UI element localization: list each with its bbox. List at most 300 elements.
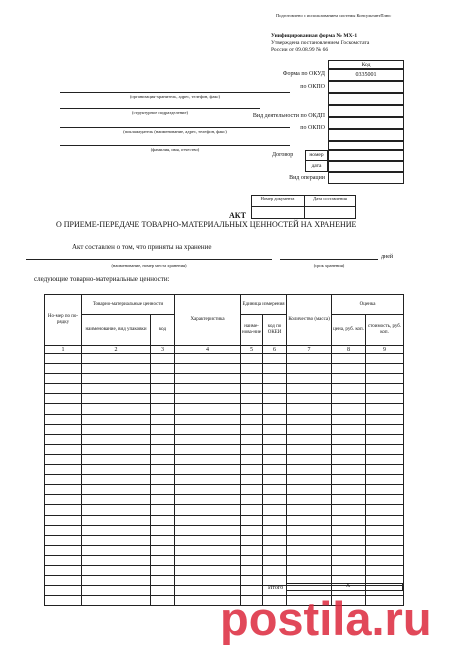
table-cell[interactable] — [45, 384, 82, 394]
dogovor-date-box — [328, 161, 404, 172]
table-cell[interactable] — [263, 535, 287, 545]
akt-label: АКТ — [229, 211, 246, 220]
person-caption: (фамилия, имя, отчество) — [150, 147, 200, 152]
table-cell[interactable] — [175, 485, 241, 495]
okpo2-box — [328, 129, 404, 141]
approved-date: России от 09.08.99 № 66 — [271, 47, 329, 53]
table-cell[interactable] — [366, 384, 404, 394]
division-line — [60, 108, 260, 109]
table-cell[interactable] — [366, 495, 404, 505]
table-cell[interactable] — [175, 535, 241, 545]
table-cell[interactable] — [241, 555, 263, 565]
table-cell[interactable] — [263, 434, 287, 444]
table-cell[interactable] — [82, 404, 151, 414]
table-cell[interactable] — [332, 535, 366, 545]
watermark-text: postila.ru — [220, 592, 432, 645]
table-cell[interactable] — [82, 374, 151, 384]
table-cell[interactable] — [151, 596, 175, 606]
table-cell[interactable] — [45, 576, 82, 586]
okdp-box — [328, 117, 404, 129]
table-row — [45, 505, 404, 515]
table-cell[interactable] — [263, 485, 287, 495]
col-unit-header: Единица измерения — [241, 295, 287, 315]
table-cell[interactable] — [366, 515, 404, 525]
depositor-line — [60, 127, 290, 128]
col-tmc-header: Товарно-материальные ценности — [82, 295, 175, 315]
table-cell[interactable] — [332, 565, 366, 575]
table-cell[interactable] — [263, 515, 287, 525]
table-cell[interactable] — [151, 475, 175, 485]
table-cell[interactable] — [151, 444, 175, 454]
table-cell[interactable] — [241, 576, 263, 586]
dogovor-number-box — [328, 150, 404, 161]
table-cell[interactable] — [241, 505, 263, 515]
table-row — [45, 515, 404, 525]
table-cell[interactable] — [241, 565, 263, 575]
okdp-label: Вид деятельности по ОКДП — [252, 113, 325, 119]
table-cell[interactable] — [45, 444, 82, 454]
table-cell[interactable] — [332, 354, 366, 364]
table-cell[interactable] — [151, 576, 175, 586]
table-cell[interactable] — [175, 414, 241, 424]
table-cell[interactable] — [175, 525, 241, 535]
table-cell[interactable] — [366, 394, 404, 404]
col-number-9: 9 — [366, 346, 404, 354]
table-cell[interactable] — [241, 394, 263, 404]
table-row — [45, 444, 404, 454]
table-cell[interactable] — [241, 404, 263, 414]
table-cell[interactable] — [175, 364, 241, 374]
table-cell[interactable] — [241, 535, 263, 545]
table-cell[interactable] — [263, 444, 287, 454]
table-cell[interactable] — [241, 485, 263, 495]
table-cell[interactable] — [45, 485, 82, 495]
okpo-box — [328, 81, 404, 93]
table-cell[interactable] — [366, 424, 404, 434]
okud-box — [328, 69, 404, 81]
table-cell[interactable] — [82, 515, 151, 525]
approved-line: Утверждена постановлением Госкомстата — [271, 40, 370, 46]
table-cell[interactable] — [287, 525, 332, 535]
table-cell[interactable] — [287, 545, 332, 555]
table-cell[interactable] — [175, 515, 241, 525]
col-number-3: 3 — [151, 346, 175, 354]
table-cell[interactable] — [332, 394, 366, 404]
table-cell[interactable] — [263, 374, 287, 384]
table-cell[interactable] — [45, 465, 82, 475]
table-cell[interactable] — [45, 565, 82, 575]
table-cell[interactable] — [332, 555, 366, 565]
place-caption: (наименование, номер места хранения) — [111, 263, 187, 268]
col-number-2: 2 — [82, 346, 151, 354]
table-cell[interactable] — [151, 354, 175, 364]
table-cell[interactable] — [82, 394, 151, 404]
table-cell[interactable] — [366, 354, 404, 364]
table-row — [45, 414, 404, 424]
table-row — [45, 364, 404, 374]
table-cell[interactable] — [332, 495, 366, 505]
table-cell[interactable] — [241, 364, 263, 374]
table-row — [45, 454, 404, 464]
dogovor-number-label: номер — [309, 152, 324, 158]
table-cell[interactable] — [241, 525, 263, 535]
table-cell[interactable] — [287, 485, 332, 495]
okud-label: Форма по ОКУД — [282, 71, 325, 77]
table-cell[interactable] — [151, 374, 175, 384]
table-cell[interactable] — [151, 384, 175, 394]
table-cell[interactable] — [366, 404, 404, 414]
prepared-note: Подготовлено с использованием системы КонсультантПлюс — [276, 13, 392, 18]
division-caption: (структурное подразделение) — [132, 110, 188, 115]
table-cell[interactable] — [287, 535, 332, 545]
table-cell[interactable] — [241, 454, 263, 464]
table-cell[interactable] — [366, 475, 404, 485]
table-cell[interactable] — [175, 465, 241, 475]
table-cell[interactable] — [175, 394, 241, 404]
postila-watermark — [220, 591, 455, 647]
org-caption: (организация-хранитель, адрес, телефон, факс) — [129, 94, 221, 99]
table-cell[interactable] — [175, 434, 241, 444]
table-cell[interactable] — [82, 535, 151, 545]
table-cell[interactable] — [241, 475, 263, 485]
table-cell[interactable] — [287, 374, 332, 384]
place-line — [26, 259, 272, 260]
table-cell[interactable] — [151, 525, 175, 535]
table-cell[interactable] — [45, 354, 82, 364]
okpo-label: по ОКПО — [300, 84, 325, 90]
table-cell[interactable] — [366, 364, 404, 374]
table-cell[interactable] — [151, 434, 175, 444]
okud-value: 0335001 — [355, 72, 377, 78]
table-cell[interactable] — [45, 374, 82, 384]
table-cell[interactable] — [151, 454, 175, 464]
table-cell[interactable] — [241, 444, 263, 454]
col-number-8: 8 — [332, 346, 366, 354]
table-cell[interactable] — [263, 465, 287, 475]
table-cell[interactable] — [45, 434, 82, 444]
table-cell[interactable] — [45, 515, 82, 525]
table-cell[interactable] — [175, 454, 241, 464]
table-cell[interactable] — [82, 576, 151, 586]
table-cell[interactable] — [151, 485, 175, 495]
table-cell[interactable] — [287, 565, 332, 575]
table-cell[interactable] — [151, 424, 175, 434]
table-cell[interactable] — [175, 545, 241, 555]
table-cell[interactable] — [287, 394, 332, 404]
operation-box — [328, 172, 404, 184]
table-cell[interactable] — [151, 586, 175, 596]
table-cell[interactable] — [45, 364, 82, 374]
table-cell[interactable] — [366, 374, 404, 384]
col-qty-header: Количество (масса) — [287, 295, 332, 346]
table-cell[interactable] — [175, 555, 241, 565]
table-cell[interactable] — [45, 535, 82, 545]
table-cell[interactable] — [45, 454, 82, 464]
table-cell[interactable] — [175, 354, 241, 364]
col-code-header: код — [151, 315, 175, 346]
table-cell[interactable] — [287, 555, 332, 565]
form-name: Унифицированная форма № МХ-1 — [271, 33, 358, 39]
table-cell[interactable] — [82, 525, 151, 535]
doc-title: О ПРИЕМЕ-ПЕРЕДАЧЕ ТОВАРНО-МАТЕРИАЛЬНЫХ ЦЕННОСТЕЙ НА ХРАНЕНИЕ — [56, 220, 357, 229]
table-cell[interactable] — [241, 465, 263, 475]
table-cell[interactable] — [366, 565, 404, 575]
table-cell[interactable] — [263, 394, 287, 404]
table-cell[interactable] — [287, 384, 332, 394]
table-cell[interactable] — [82, 485, 151, 495]
table-cell[interactable] — [332, 545, 366, 555]
table-cell[interactable] — [366, 485, 404, 495]
table-cell[interactable] — [241, 545, 263, 555]
table-cell[interactable] — [151, 565, 175, 575]
code-header: Код — [361, 62, 371, 68]
col-number-7: 7 — [287, 346, 332, 354]
table-cell[interactable] — [366, 545, 404, 555]
table-cell[interactable] — [332, 515, 366, 525]
table-cell[interactable] — [366, 555, 404, 565]
table-cell[interactable] — [241, 495, 263, 505]
table-cell[interactable] — [263, 505, 287, 515]
table-cell[interactable] — [175, 374, 241, 384]
valuables-table — [44, 294, 404, 606]
table-cell[interactable] — [332, 374, 366, 384]
table-cell[interactable] — [82, 475, 151, 485]
table-cell[interactable] — [82, 414, 151, 424]
table-cell[interactable] — [175, 576, 241, 586]
table-cell[interactable] — [332, 485, 366, 495]
table-row — [45, 354, 404, 364]
table-cell[interactable] — [82, 586, 151, 596]
table-cell[interactable] — [82, 465, 151, 475]
table-cell[interactable] — [287, 434, 332, 444]
table-cell[interactable] — [45, 505, 82, 515]
table-row — [45, 434, 404, 444]
table-cell[interactable] — [332, 404, 366, 414]
table-cell[interactable] — [45, 475, 82, 485]
table-cell[interactable] — [151, 465, 175, 475]
col-unit-name-header: наиме-нова-ние — [241, 315, 263, 346]
table-cell[interactable] — [332, 424, 366, 434]
table-cell[interactable] — [45, 495, 82, 505]
table-cell[interactable] — [82, 384, 151, 394]
table-cell[interactable] — [263, 364, 287, 374]
table-cell[interactable] — [287, 505, 332, 515]
depositor-caption: (поклажедатель (наименование, адрес, телефон, факс) — [123, 129, 227, 134]
total-x: Х — [345, 583, 351, 589]
table-cell[interactable] — [332, 444, 366, 454]
table-row — [45, 374, 404, 384]
doc-date-header: Дата составления — [313, 196, 347, 201]
table-cell[interactable] — [241, 354, 263, 364]
table-cell[interactable] — [332, 414, 366, 424]
table-cell[interactable] — [82, 555, 151, 565]
table-cell[interactable] — [45, 596, 82, 606]
table-row — [45, 475, 404, 485]
days-label: дней — [381, 254, 394, 260]
table-cell[interactable] — [287, 475, 332, 485]
table-cell[interactable] — [263, 454, 287, 464]
table-row — [45, 394, 404, 404]
col-cost-header: стоимость, руб. коп. — [366, 315, 404, 346]
table-row — [45, 535, 404, 545]
table-cell[interactable] — [82, 364, 151, 374]
table-cell[interactable] — [287, 515, 332, 525]
table-cell[interactable] — [366, 454, 404, 464]
table-cell[interactable] — [366, 525, 404, 535]
following-text: следующие товарно-материальные ценности: — [34, 275, 170, 283]
table-cell[interactable] — [82, 565, 151, 575]
table-row — [45, 465, 404, 475]
table-cell[interactable] — [366, 434, 404, 444]
table-cell[interactable] — [45, 424, 82, 434]
table-cell[interactable] — [287, 354, 332, 364]
table-cell[interactable] — [151, 394, 175, 404]
col-okei-header: код по ОКЕИ — [263, 315, 287, 346]
table-cell[interactable] — [151, 555, 175, 565]
col-number-1: 1 — [45, 346, 82, 354]
table-cell[interactable] — [175, 475, 241, 485]
table-cell[interactable] — [82, 434, 151, 444]
table-cell[interactable] — [287, 364, 332, 374]
table-cell[interactable] — [263, 565, 287, 575]
operation-label: Вид операции — [289, 175, 325, 181]
table-cell[interactable] — [263, 545, 287, 555]
table-cell[interactable] — [151, 404, 175, 414]
table-cell[interactable] — [175, 565, 241, 575]
table-cell[interactable] — [82, 454, 151, 464]
table-cell[interactable] — [332, 525, 366, 535]
term-line — [280, 259, 378, 260]
empty-code-box-1 — [328, 93, 404, 105]
intro-text: Акт составлен о том, что приняты на хранение — [72, 243, 212, 251]
table-cell[interactable] — [287, 424, 332, 434]
col-price-header: цена, руб. коп. — [332, 315, 366, 346]
table-cell[interactable] — [366, 444, 404, 454]
table-row — [45, 384, 404, 394]
table-cell[interactable] — [175, 505, 241, 515]
table-cell[interactable] — [45, 414, 82, 424]
empty-code-box-3 — [328, 141, 404, 150]
term-caption: (срок хранения) — [313, 263, 345, 268]
table-cell[interactable] — [45, 586, 82, 596]
table-cell[interactable] — [287, 454, 332, 464]
table-cell[interactable] — [366, 535, 404, 545]
table-cell[interactable] — [45, 555, 82, 565]
table-cell[interactable] — [151, 364, 175, 374]
org-line — [60, 92, 290, 93]
table-cell[interactable] — [175, 495, 241, 505]
table-cell[interactable] — [151, 414, 175, 424]
table-cell[interactable] — [151, 535, 175, 545]
dogovor-label: Договор — [272, 152, 294, 158]
table-row — [45, 485, 404, 495]
doc-number-header: Номер документа — [260, 196, 295, 201]
table-cell[interactable] — [263, 495, 287, 505]
table-cell[interactable] — [241, 434, 263, 444]
table-cell[interactable] — [332, 364, 366, 374]
table-row — [45, 404, 404, 414]
okpo2-label: по ОКПО — [300, 125, 325, 131]
table-cell[interactable] — [175, 384, 241, 394]
table-cell[interactable] — [332, 465, 366, 475]
table-cell[interactable] — [287, 444, 332, 454]
table-cell[interactable] — [241, 414, 263, 424]
table-cell[interactable] — [287, 465, 332, 475]
table-cell[interactable] — [263, 475, 287, 485]
table-cell[interactable] — [82, 354, 151, 364]
table-cell[interactable] — [151, 545, 175, 555]
table-row — [45, 424, 404, 434]
table-cell[interactable] — [82, 596, 151, 606]
total-split-2 — [365, 583, 366, 591]
table-cell[interactable] — [175, 444, 241, 454]
table-row — [45, 565, 404, 575]
table-cell[interactable] — [287, 404, 332, 414]
table-cell[interactable] — [366, 505, 404, 515]
table-row — [45, 545, 404, 555]
table-cell[interactable] — [366, 414, 404, 424]
table-cell[interactable] — [263, 555, 287, 565]
table-cell[interactable] — [263, 414, 287, 424]
table-cell[interactable] — [151, 505, 175, 515]
col-number-6: 6 — [263, 346, 287, 354]
table-cell[interactable] — [175, 404, 241, 414]
col-eval-header: Оценка — [332, 295, 404, 315]
table-cell[interactable] — [332, 505, 366, 515]
table-row — [45, 525, 404, 535]
col-num-header: Но-мер по по-рядку — [45, 295, 82, 346]
table-cell[interactable] — [263, 424, 287, 434]
table-cell[interactable] — [263, 404, 287, 414]
table-cell[interactable] — [82, 495, 151, 505]
table-cell[interactable] — [332, 475, 366, 485]
table-cell[interactable] — [263, 525, 287, 535]
table-row — [45, 495, 404, 505]
code-header-box — [328, 60, 404, 69]
table-cell[interactable] — [366, 465, 404, 475]
table-cell[interactable] — [332, 434, 366, 444]
table-cell[interactable] — [45, 404, 82, 414]
table-cell[interactable] — [82, 545, 151, 555]
table-cell[interactable] — [241, 424, 263, 434]
table-cell[interactable] — [82, 505, 151, 515]
col-name-header: наименование, вид упаковки — [82, 315, 151, 346]
table-cell[interactable] — [45, 545, 82, 555]
table-cell[interactable] — [45, 394, 82, 404]
table-cell[interactable] — [332, 384, 366, 394]
empty-code-box-2 — [328, 105, 404, 117]
table-cell[interactable] — [287, 414, 332, 424]
table-cell[interactable] — [263, 354, 287, 364]
col-number-4: 4 — [175, 346, 241, 354]
table-cell[interactable] — [263, 384, 287, 394]
table-cell[interactable] — [241, 374, 263, 384]
table-cell[interactable] — [45, 525, 82, 535]
col-char-header: Характеристика — [175, 295, 241, 346]
table-cell[interactable] — [287, 495, 332, 505]
table-cell[interactable] — [241, 515, 263, 525]
table-cell[interactable] — [241, 384, 263, 394]
table-cell[interactable] — [82, 424, 151, 434]
table-cell[interactable] — [332, 454, 366, 464]
table-cell[interactable] — [175, 424, 241, 434]
col-number-5: 5 — [241, 346, 263, 354]
table-row — [45, 555, 404, 565]
table-cell[interactable] — [82, 444, 151, 454]
table-cell[interactable] — [151, 515, 175, 525]
total-label: Итого — [268, 585, 284, 591]
table-cell[interactable] — [151, 495, 175, 505]
